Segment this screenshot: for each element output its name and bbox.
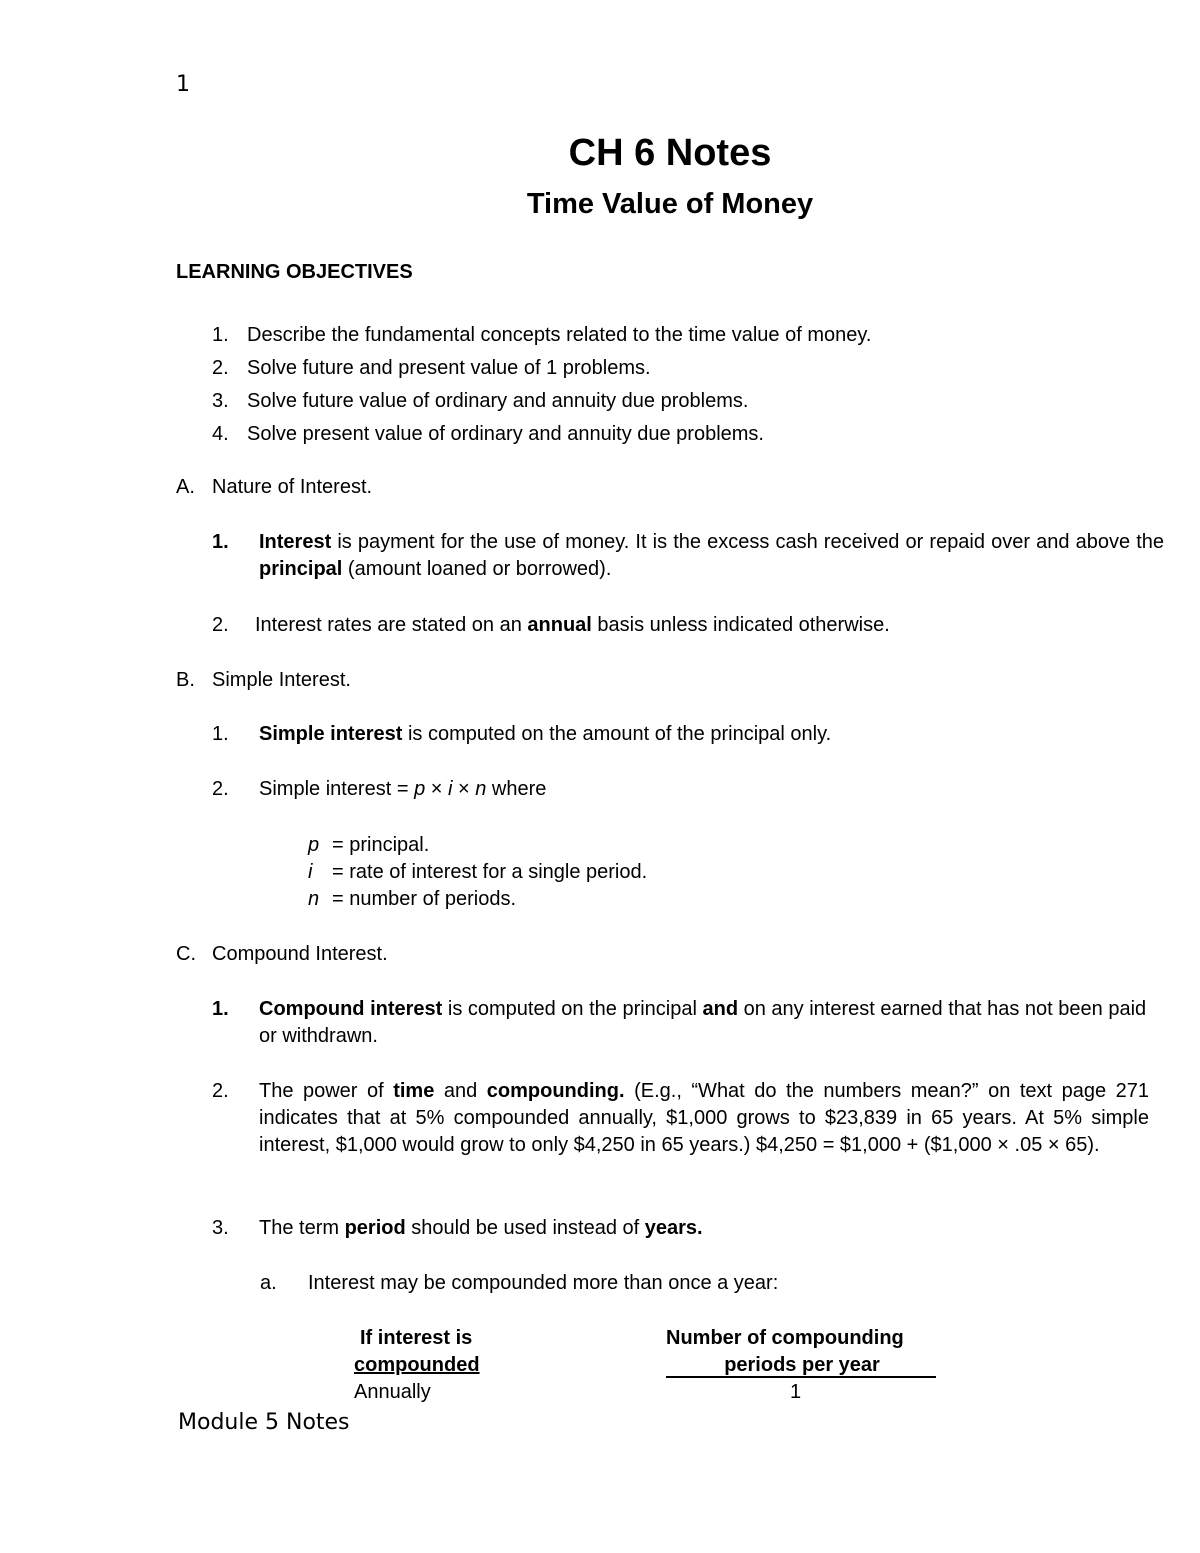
term-compound-interest: Compound interest xyxy=(259,998,443,1020)
table-col2-header-line2 xyxy=(666,1352,936,1378)
document-title: CH 6 Notes xyxy=(568,132,772,174)
times-sign: × xyxy=(425,778,448,800)
text-fragment: is payment for the use of money. It is the excess cash received or repaid over and above the xyxy=(331,531,1164,553)
text-fragment: The power of xyxy=(259,1080,394,1102)
section-c-item1-number: 1. xyxy=(212,998,229,1020)
section-b-item1-number: 1. xyxy=(212,723,229,745)
text-fragment: (amount loaned or borrowed). xyxy=(342,558,612,580)
term-principal: principal xyxy=(259,558,343,580)
objective-number: 2. xyxy=(212,357,229,379)
definition-text: = principal. xyxy=(332,834,430,856)
definition-variable: p xyxy=(308,834,320,856)
section-c-item3-number: 3. xyxy=(212,1217,229,1239)
table-cell-periods: 1 xyxy=(790,1381,802,1403)
sub-item-a-text: Interest may be compounded more than once a year: xyxy=(308,1272,779,1294)
term-time: time xyxy=(393,1080,435,1102)
variable-n: n xyxy=(475,778,487,800)
text-fragment: The term xyxy=(259,1217,345,1239)
definition-text: = rate of interest for a single period. xyxy=(332,861,648,883)
simple-interest-formula xyxy=(259,776,546,803)
section-a-item2-number: 2. xyxy=(212,614,229,636)
variable-i: i xyxy=(448,778,453,800)
term-and: and xyxy=(702,998,739,1020)
definition-text: = number of periods. xyxy=(332,888,516,910)
section-c-item1-text xyxy=(259,996,1169,1050)
section-a-item2-text xyxy=(255,612,890,639)
term-annual: annual xyxy=(527,614,592,636)
text-fragment: (E.g., “What do the numbers mean?” on text page 271 indicates that at 5% compounded annually, $1,000 grows to $23,839 in 65 years. At 5% simple interest, $1,000 would grow to only $4,250 in 65 years.) $4,250 = $1,000 + ($1,000 × .05 × 65). xyxy=(259,1080,1150,1156)
section-a-label: A. xyxy=(176,476,195,498)
text-fragment: is computed on the amount of the principal only. xyxy=(402,723,832,745)
text-fragment: is computed on the principal xyxy=(442,998,703,1020)
term-compounding: compounding. xyxy=(486,1080,625,1102)
objective-text: Solve future and present value of 1 problems. xyxy=(247,357,651,379)
text-fragment: where xyxy=(486,778,547,800)
section-b-item2-number: 2. xyxy=(212,778,229,800)
section-c-title: Compound Interest. xyxy=(212,943,388,965)
document-subtitle: Time Value of Money xyxy=(526,188,814,220)
page-footer: Module 5 Notes xyxy=(178,1410,350,1435)
section-c-item2-number: 2. xyxy=(212,1080,229,1102)
definition-variable: n xyxy=(308,888,320,910)
objective-text: Solve future value of ordinary and annuity due problems. xyxy=(247,390,749,412)
section-b-label: B. xyxy=(176,669,195,691)
text-fragment: Simple interest = xyxy=(259,778,415,800)
definition-variable: i xyxy=(308,861,313,883)
objective-number: 3. xyxy=(212,390,229,412)
text-fragment: should be used instead of xyxy=(405,1217,645,1239)
term-years: years. xyxy=(644,1217,703,1239)
objective-number: 4. xyxy=(212,423,229,445)
objective-text: Describe the fundamental concepts related to the time value of money. xyxy=(247,324,872,346)
section-c-label: C. xyxy=(176,943,196,965)
term-interest: Interest xyxy=(259,531,332,553)
table-col2-header-line2-text: periods per year xyxy=(724,1354,880,1376)
table-col1-header-line2: compounded xyxy=(354,1354,480,1376)
table-cell-frequency: Annually xyxy=(354,1381,431,1403)
times-sign: × xyxy=(452,778,476,800)
objective-number: 1. xyxy=(212,324,229,346)
text-fragment: on any interest earned that has not been paid or withdrawn. xyxy=(259,998,1147,1047)
page-number: 1 xyxy=(176,72,190,97)
section-b-item1-text xyxy=(259,721,831,748)
term-period: period xyxy=(344,1217,406,1239)
section-a-title: Nature of Interest. xyxy=(212,476,373,498)
objective-text: Solve present value of ordinary and annuity due problems. xyxy=(247,423,764,445)
table-col1-header-line1: If interest is xyxy=(360,1327,473,1349)
variable-p: p xyxy=(414,778,426,800)
text-fragment: and xyxy=(434,1080,487,1102)
text-fragment: Interest rates are stated on an xyxy=(255,614,528,636)
section-a-item1-text xyxy=(259,529,1164,583)
sub-item-a-label: a. xyxy=(260,1272,277,1294)
term-simple-interest: Simple interest xyxy=(259,723,403,745)
section-a-item1-number: 1. xyxy=(212,531,229,553)
table-col2-header-line1: Number of compounding xyxy=(666,1327,904,1349)
section-c-item3-text xyxy=(259,1215,703,1242)
section-b-title: Simple Interest. xyxy=(212,669,351,691)
text-fragment: basis unless indicated otherwise. xyxy=(591,614,890,636)
learning-objectives-heading: LEARNING OBJECTIVES xyxy=(176,261,413,283)
section-c-item2-text xyxy=(259,1078,1149,1159)
